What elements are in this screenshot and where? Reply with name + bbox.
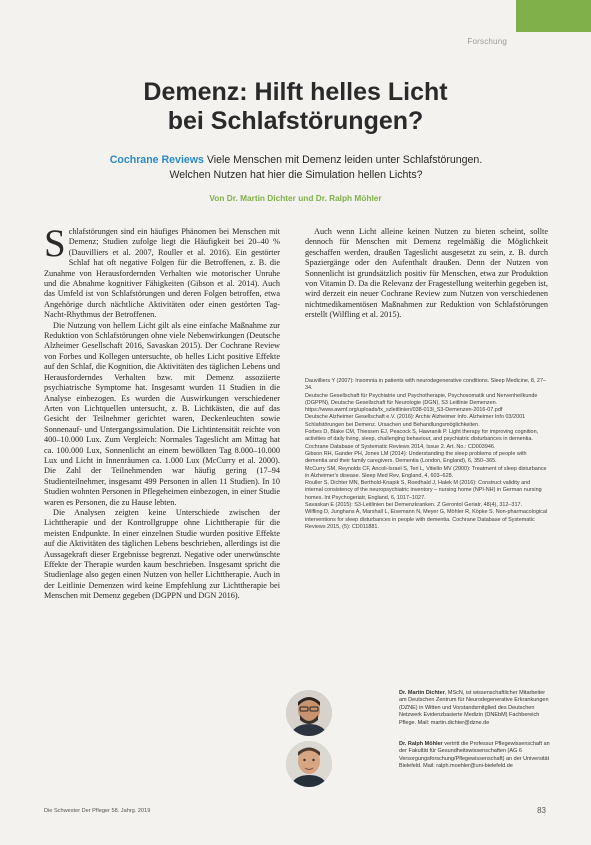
body-column-right: [305, 227, 548, 321]
author-photo: [286, 690, 332, 736]
reference-item: Deutsche Gesellschaft für Psychiatrie und Psychotherapie, Psychosomatik und Nervenheilkunde (DGPPN), Deutsche Gesellschaft für Neurologie (DGN), S3 Leitlinie Demenzen. https://www.awmf.org/uploads/tx_szleitlinien/038-013l_S3-Demenzen-2016-07.pdf: [305, 392, 538, 414]
lead-kicker: Cochrane Reviews: [109, 154, 204, 166]
footer-journal: Die Schwester Der Pfleger 58. Jahrg. 2019: [44, 808, 151, 814]
page-number: 83: [537, 806, 546, 815]
body-paragraph: Die Analysen zeigten keine Unterschiede zwischen der Lichttherapie und der Kontrollgruppe ohne Lichttherapie für die meisten Endpunkte. In einer einzelnen Studie wurden positive Effekte auf die Aktivitäten des täglichen Lebens beschrieben, allerdings ist die Aussagekraft dieser Ergebnisse begrenzt. Negative oder unerwünschte Effekte der Therapie wurden kaum beschrieben. Insgesamt spricht die Studienlage also gegen einen Nutzen von heller Lichttherapie. Auch in der Leitlinie Demenzen wird keine Empfehlung zur Lichttherapie bei Menschen mit Demenz gegeben (DGPPN und DGN 2016).: [44, 507, 280, 601]
reference-list: [305, 378, 548, 531]
section-label: Forschung: [467, 37, 507, 46]
title-line-2: bei Schlafstörungen?: [167, 107, 424, 135]
section-color-tab: [516, 0, 591, 32]
article-title: [0, 78, 591, 136]
reference-item: Deutsche Alzheimer Gesellschaft e.V. (2016): Archiv Alzheimer Info. Alzheimer Info 03/2001 Schlafstörungen bei Demenz. Ursachen und Behandlungsmöglichkeiten.: [305, 414, 526, 428]
reference-item: Savaskan E (2015): S3-Leitlinien bei Demenzkranken. Z Gerontol Geriatr, 48(4), 312–317.: [305, 502, 523, 509]
author-bio-text: Dr. Martin Dichter, MScN, ist wissenschaftlicher Mitarbeiter am Deutschen Zentrum für Neurodegenerative Erkrankungen (DZNE) in Witten und Vorstandsmitglied des Deutschen Netzwerk Evidenzbasierte Medizin (DNEbM) Fachbereich Pflege. Mail: martin.dichter@dzne.de: [399, 690, 549, 726]
reference-item: McCurry SM, Reynolds CF, Ancoli-Israel S, Teri L, Vitiello MV (2000): Treatment of sleep disturbance in Alzheimer's disease. Sleep Med Rev, England, 4, 603–628.: [305, 465, 547, 479]
body-paragraph: Die Nutzung von hellem Licht gilt als eine einfache Maßnahme zur Reduktion von Schlafstörungen ohne viele Nebenwirkungen (Deutsche Alzheimer Gesellschaft 2016, Savaskan 2015). Der Cochrane Review von Forbes und Kollegen untersuchte, ob helles Licht positive Effekte auf den Schlaf, die Kognition, die Aktivitäten des täglichen Lebens und Herausforderndes Verhalten bzw. mit Demenz assoziierte psychiatrische Symptome hat. Insgesamt wurden 11 Studien in die Analyse einbezogen. Es wurden die Auswirkungen verschiedener Arten von Lichtquellen untersucht, z. B. Lichtkästen, die auf das Gesicht der Teilnehmer gerichtet waren, Deckenleuchten sowie Sonnenauf- und Untergangssimulation. Die Lichtintensität reichte von 400–10.000 Lux. Zum Vergleich: Normales Tageslicht am Mittag hat ca. 100.000 Lux, Sonnenlicht an einem bewölkten Tag 8.000–10.000 Lux und Licht in Innenräumen ca. 1.000 Lux (McCurry et al. 2000). Die Zahl der Teilnehmenden war häufig gering (17–94 Studienteilnehmer, insgesamt 499 Personen in allen 11 Studien). In 10 Studien wohnten Personen in Pflegeheimen einbezogen, in einer Studie waren es Personen, die zu Hause lebten.: [44, 320, 280, 507]
dropcap: S: [44, 222, 66, 265]
title-line-1: Demenz: Hilft helles Licht: [143, 78, 448, 106]
reference-item: Rouller S, Dichter MN, Berthold-Knapik S, Roedhald J, Halek M (2016): Construct validity and internal consistency of the neuropsychiatric inventory – nursing home (NPI-NH) in German nursing homes. Int Psychogeriatr, England, 6, 1017–1027.: [305, 480, 542, 501]
body-paragraph: Schlafstörungen sind ein häufiges Phänomen bei Menschen mit Demenz; Studien zufolge liegt die Häufigkeit bei 20–40 % (Dauvilliers et al. 2007, Rouller et al. 2016). Ein gestörter Schlaf hat oft negative Folgen für die Betroffenen, z. B. die Zunahme von Herausfordernden Verhalten wie motorischer Unruhe und die Abnahme kognitiver Fähigkeiten (Gibson et al. 2014). Auch das Umfeld ist von Schlafstörungen und deren Folgen betroffen, etwa Angehörige durch nächtliche Aktivitäten oder einen gestörten Tag-Nacht-Rhythmus der Betroffenen.: [44, 222, 280, 320]
reference-item: Dauvilliers Y (2007): Insomnia in patients with neurodegenerative conditions. Sleep Medicine, 8, 27–34.: [305, 378, 547, 392]
body-paragraph: Auch wenn Licht alleine keinen Nutzen zu bieten scheint, sollte dennoch für Menschen mit Demenz regelmäßig die Möglichkeit geschaffen werden, draußen Tageslicht ausgesetzt zu sein, z. B. durch Spaziergänge oder den Aufenthalt draußen. Denn der Nutzen von Sonnenlicht ist grundsätzlich positiv für Menschen, etwa zur Produktion von Vitamin D. Da die Relevanz der Fragestellung weiterhin gegeben ist, wird derzeit ein neuer Cochrane Review zum Nutzen von verschiedenen nichtmedikamentösen Maßnahmen zur Reduktion von Schlafstörungen erstellt (Wilfling et al. 2015).: [305, 227, 548, 320]
article-lead: [40, 153, 552, 183]
byline: Von Dr. Martin Dichter und Dr. Ralph Möhler: [209, 193, 382, 203]
body-column-left: [44, 222, 280, 602]
author-bio-text: Dr. Ralph Möhler vertritt die Professur Pflegewissenschaft an der Fakultät für Gesundheitswissenschaften (AG 6 Versorgungsforschung/Pflegewissenschaft) an der Universität Bielefeld. Mail: ralph.moehler@uni-bielefeld.de: [399, 741, 550, 770]
lead-line-2: Welchen Nutzen hat hier die Simulation hellen Lichts?: [169, 169, 423, 181]
reference-item: Gibson RH, Gander PH, Jones LM (2014): Understanding the sleep problems of people with dementia and their family caregivers. Dementia (London, England), 6, 350–365.: [305, 450, 527, 465]
reference-item: Wilfling D, Junghans A, Marshall L, Eisemann N, Meyer G, Möhler R, Köpke S. Non-pharmacological interventions for sleep disturbances in people with dementia. Cochrane Database of Systematic Reviews 2015, (5): CD011881.: [305, 509, 548, 530]
reference-item: Forbes D, Blake CM, Thiessen EJ, Peacock S, Hawranik P. Light therapy for improving cognition, activities of daily living, sleep, challenging behaviour, and psychiatric disturbances in dementia. Cochrane Database of Systematic Reviews 2014, Issue 2. Art. No.: CD003946.: [305, 429, 539, 450]
author-photo: [286, 741, 332, 787]
lead-line-1: Viele Menschen mit Demenz leiden unter Schlafstörungen.: [206, 154, 483, 166]
